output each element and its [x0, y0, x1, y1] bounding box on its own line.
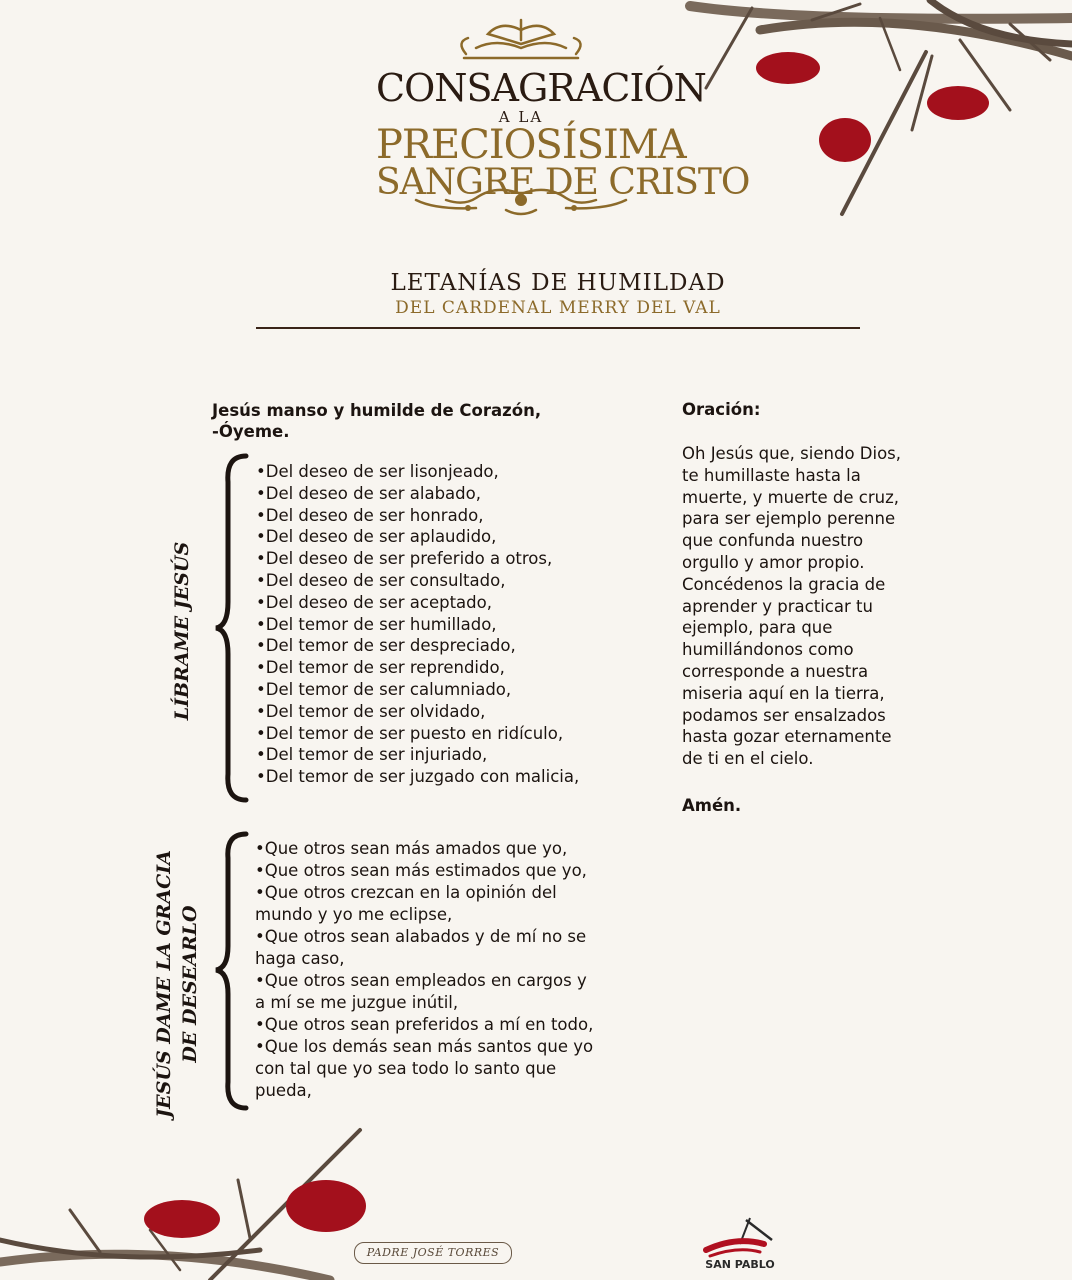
list-item: •Del deseo de ser aceptado,: [256, 592, 492, 612]
publisher-name: SAN PABLO: [705, 1258, 775, 1271]
section2-vertical-label: [151, 839, 211, 1129]
bottom-left-blood-drops: [144, 1180, 366, 1238]
list-item: •Del temor de ser injuriado,: [256, 745, 488, 765]
intro-line-2: -Óyeme.: [212, 422, 290, 441]
litany-title: LETANÍAS DE HUMILDAD: [390, 270, 726, 296]
list-item: haga caso,: [255, 949, 345, 968]
litany-author: DEL CARDENAL MERRY DEL VAL: [395, 298, 721, 318]
list-item: •Del deseo de ser alabado,: [256, 483, 481, 503]
author-signature-badge: PADRE JOSÉ TORRES: [354, 1242, 512, 1264]
list-item: •Del temor de ser reprendido,: [256, 658, 505, 678]
list-item: •Del temor de ser despreciado,: [256, 636, 516, 656]
list-item: •Que otros sean empleados en cargos y: [255, 971, 587, 990]
list-item: •Que los demás sean más santos que yo: [255, 1037, 594, 1056]
list-item: •Que otros sean alabados y de mí no se: [255, 927, 587, 946]
list-item: pueda,: [255, 1081, 312, 1100]
list-item: •Del deseo de ser preferido a otros,: [256, 549, 553, 569]
logo-title-line4: SANGRE DE CRISTO: [376, 162, 750, 203]
list-item: •Que otros crezcan en la opinión del: [255, 883, 557, 902]
san-pablo-icon: [690, 1214, 790, 1260]
prayer-amen: Amén.: [682, 796, 742, 815]
list-item: •Del deseo de ser consultado,: [256, 570, 506, 590]
section2-list: [255, 838, 593, 1102]
list-item: mundo y yo me eclipse,: [255, 905, 453, 924]
top-right-blood-drops: [756, 52, 989, 162]
list-item: •Que otros sean más amados que yo,: [255, 839, 568, 858]
list-item: •Del deseo de ser aplaudido,: [256, 527, 497, 547]
list-item: •Del temor de ser humillado,: [256, 614, 497, 634]
section2-label-line1: JESÚS DAME LA GRACIA: [153, 850, 175, 1118]
litany-intro: [212, 400, 541, 442]
list-item: •Del temor de ser calumniado,: [256, 679, 512, 699]
list-item: •Del deseo de ser honrado,: [256, 505, 484, 525]
list-item: con tal que yo sea todo lo santo que: [255, 1059, 557, 1078]
list-item: •Del temor de ser juzgado con malicia,: [256, 767, 580, 787]
section1-list: [256, 461, 579, 788]
logo-title-line2: A LA: [498, 108, 544, 126]
list-item: •Que otros sean más estimados que yo,: [255, 861, 587, 880]
list-item: •Del deseo de ser lisonjeado,: [256, 462, 499, 481]
list-item: •Que otros sean preferidos a mí en todo,: [255, 1015, 594, 1034]
list-item: •Del temor de ser olvidado,: [256, 701, 486, 721]
prayer-title: Oración:: [682, 400, 761, 419]
section2-label-line2: DE DESEARLO: [179, 905, 201, 1063]
list-item: a mí se me juzgue inútil,: [255, 993, 459, 1012]
section2-brace: [214, 830, 250, 1112]
section1-vertical-label: LÍBRAME JESÚS: [171, 541, 193, 721]
section1-brace: [214, 452, 250, 804]
publisher-logo: [690, 1214, 790, 1274]
title-divider: [256, 327, 860, 329]
intro-line-1: Jesús manso y humilde de Corazón,: [212, 401, 542, 420]
consecration-logo: [376, 14, 750, 224]
logo-title-line3: PRECIOSÍSIMA: [376, 122, 686, 168]
list-item: •Del temor de ser puesto en ridículo,: [256, 723, 564, 743]
prayer-text: Oh Jesús que, siendo Dios, te humillaste hasta la muerte, y muerte de cruz, para ser ejemplo perenne que confunda nuestro orgullo y amor propio. Concédenos la gracia de aprender y practicar tu ejemplo, para que humillándonos como corresponde a nuestra miseria aquí en la tierra, podamos ser ensalzados hasta gozar eternamente de ti en el cielo.: [682, 444, 902, 769]
logo-title-line1: CONSAGRACIÓN: [376, 66, 706, 110]
